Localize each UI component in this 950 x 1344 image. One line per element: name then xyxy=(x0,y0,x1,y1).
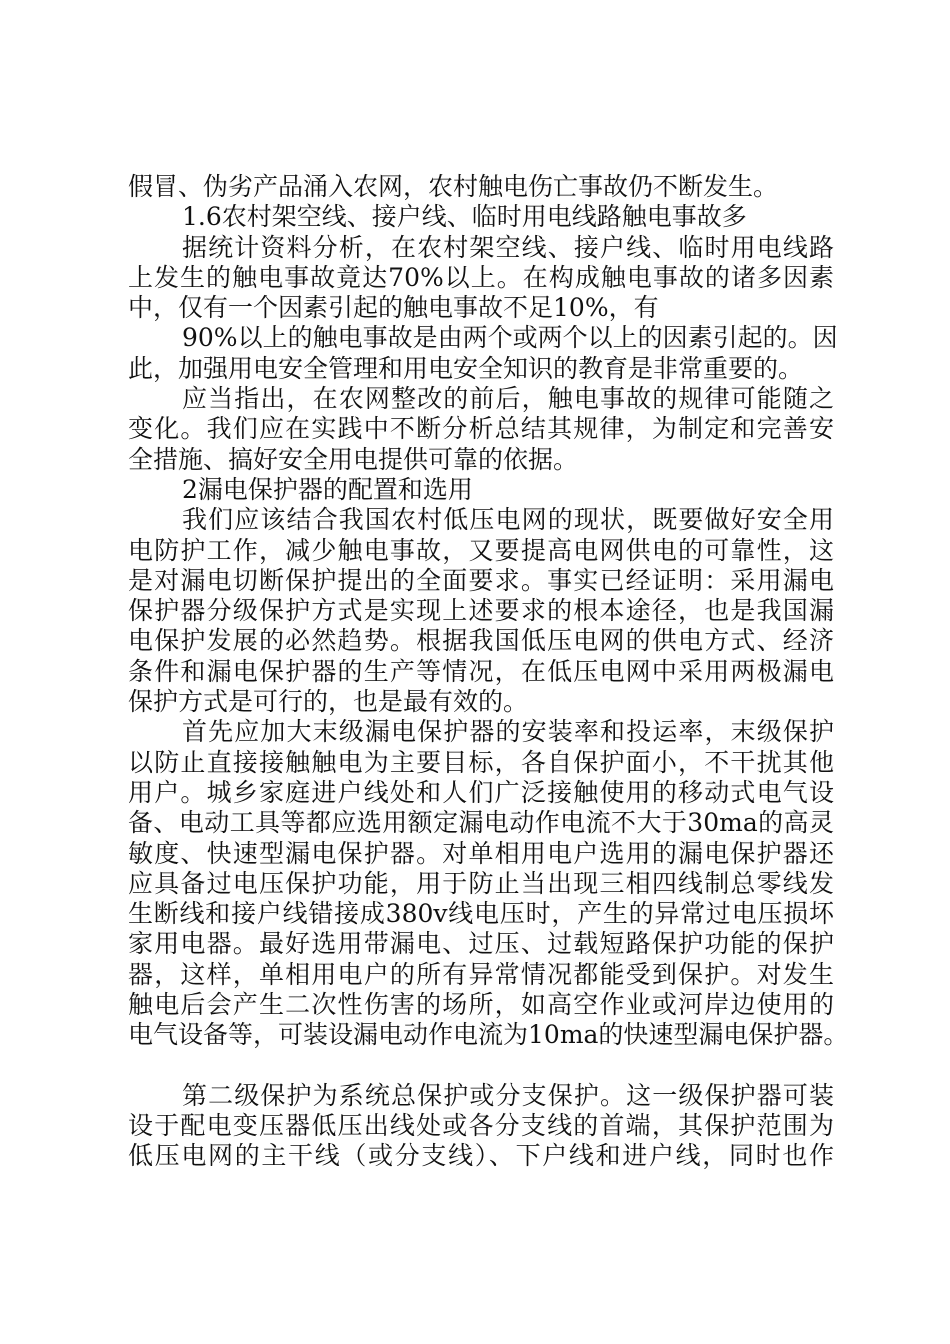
text-line: 设于配电变压器低压出线处或各分支线的首端，其保护范围为 xyxy=(128,1110,834,1140)
text-line: 条件和漏电保护器的生产等情况，在低压电网中采用两极漏电 xyxy=(128,656,834,686)
text-line: 低压电网的主干线（或分支线）、下户线和进户线，同时也作 xyxy=(128,1141,834,1171)
text-line: 电防护工作，减少触电事故，又要提高电网供电的可靠性，这 xyxy=(128,535,834,565)
text-line: 是对漏电切断保护提出的全面要求。事实已经证明：采用漏电 xyxy=(128,565,834,595)
text-line: 以防止直接接触触电为主要目标，各自保护面小，不干扰其他 xyxy=(128,747,834,777)
text-line: 电气设备等，可装设漏电动作电流为10ma的快速型漏电保护器。 xyxy=(128,1020,849,1050)
text-line: 生断线和接户线错接成380v线电压时，产生的异常过电压损坏 xyxy=(128,899,834,929)
text-line: 电保护发展的必然趋势。根据我国低压电网的供电方式、经济 xyxy=(128,626,834,656)
text-line: 变化。我们应在实践中不断分析总结其规律，为制定和完善安 xyxy=(128,414,834,444)
text-line: 我们应该结合我国农村低压电网的现状，既要做好安全用 xyxy=(182,505,834,535)
text-line: 保护方式是可行的，也是最有效的。 xyxy=(128,687,529,717)
text-line: 备、电动工具等都应选用额定漏电动作电流不大于30ma的高灵 xyxy=(128,808,834,838)
text-line: 器，这样，单相用电户的所有异常情况都能受到保护。对发生 xyxy=(128,959,834,989)
text-line: 应当指出，在农网整改的前后，触电事故的规律可能随之 xyxy=(182,384,834,414)
document-body xyxy=(128,172,849,1172)
text-line: 此，加强用电安全管理和用电安全知识的教育是非常重要的。 xyxy=(128,353,804,383)
text-line: 第二级保护为系统总保护或分支保护。这一级保护器可装 xyxy=(182,1080,834,1110)
text-line: 触电后会产生二次性伤害的场所，如高空作业或河岸边使用的 xyxy=(128,990,834,1020)
text-line: 保护器分级保护方式是实现上述要求的根本途径，也是我国漏 xyxy=(128,596,834,626)
text-line: 据统计资料分析，在农村架空线、接户线、临时用电线路 xyxy=(182,232,834,262)
text-line: 中，仅有一个因素引起的触电事故不足10%，有 xyxy=(128,293,659,323)
text-line: 90%以上的触电事故是由两个或两个以上的因素引起的。因 xyxy=(182,323,838,353)
text-line: 全措施、搞好安全用电提供可靠的依据。 xyxy=(128,444,579,474)
text-line: 敏度、快速型漏电保护器。对单相用电户选用的漏电保护器还 xyxy=(128,838,834,868)
paragraph-gap xyxy=(128,1051,834,1081)
text-line: 家用电器。最好选用带漏电、过压、过载短路保护功能的保护 xyxy=(128,929,834,959)
text-line: 应具备过电压保护功能，用于防止当出现三相四线制总零线发 xyxy=(128,868,834,898)
text-line: 首先应加大末级漏电保护器的安装率和投运率，末级保护 xyxy=(182,717,834,747)
text-line: 假冒、伪劣产品涌入农网，农村触电伤亡事故仍不断发生。 xyxy=(128,172,779,201)
text-line: 上发生的触电事故竟达70%以上。在构成触电事故的诸多因素 xyxy=(128,262,834,292)
text-line: 用户。城乡家庭进户线处和人们广泛接触使用的移动式电气设 xyxy=(128,777,834,807)
section-heading: 1.6农村架空线、接户线、临时用电线路触电事故多 xyxy=(182,202,747,232)
section-heading: 2漏电保护器的配置和选用 xyxy=(182,474,473,504)
